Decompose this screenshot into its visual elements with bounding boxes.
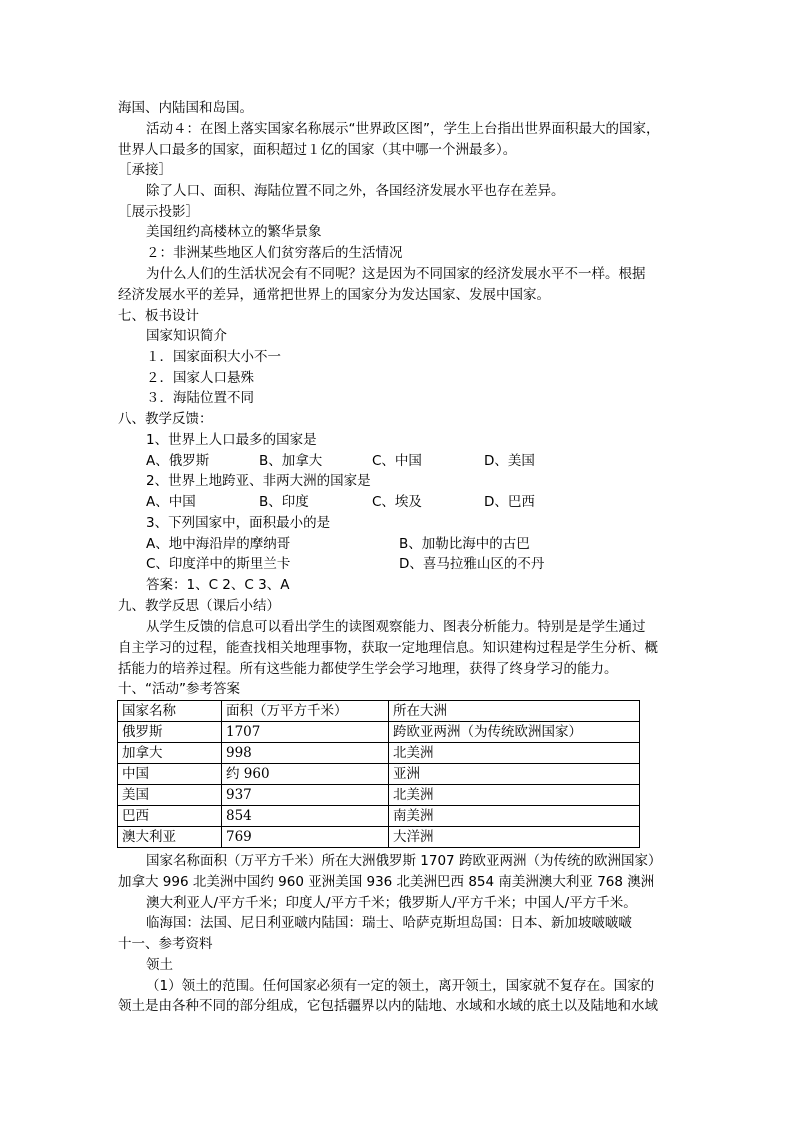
table-header-row [118, 701, 640, 722]
text-line: 从学生反馈的信息可以看出学生的读图观察能力、图表分析能力。特别是是学生通过 [146, 619, 646, 635]
table-cell: 998 [222, 743, 389, 764]
q1-option-a: A、俄罗斯 [146, 453, 210, 469]
table-header-cell: 面积（万平方千米） [222, 701, 389, 722]
q3-option-c: C、印度洋中的斯里兰卡 [146, 556, 291, 572]
table-header-cell: 所在大洲 [389, 701, 640, 722]
subheading-territory: 领土 [146, 957, 173, 973]
table-cell: 俄罗斯 [118, 722, 222, 743]
question-3: 3、下列国家中，面积最小的是 [146, 515, 331, 531]
text-line: 海国、内陆国和岛国。 [118, 100, 253, 116]
table-row [118, 764, 640, 785]
table-cell: 跨欧亚两洲（为传统欧洲国家） [389, 722, 640, 743]
list-item: ３．海陆位置不同 [146, 390, 254, 406]
section-heading-activity-answers: 十、“活动”参考答案 [118, 681, 240, 697]
table-row [118, 806, 640, 827]
section-label-transition: ［承接］ [118, 162, 172, 178]
table-row [118, 827, 640, 848]
table-row [118, 743, 640, 764]
text-line: 国家名称面积（万平方千米）所在大洲俄罗斯 1707 跨欧亚两洲（为传统的欧洲国家） [146, 853, 662, 869]
question-2: 2、世界上地跨亚、非两大洲的国家是 [146, 473, 371, 489]
table-cell: 769 [222, 827, 389, 848]
text-line: ２：非洲某些地区人们贫穷落后的生活情况 [146, 245, 403, 261]
q3-option-a: A、地中海沿岸的摩纳哥 [146, 536, 291, 552]
text-line: 国家知识简介 [146, 328, 227, 344]
section-heading-reflection: 九、教学反思（课后小结） [118, 598, 280, 614]
table-cell: 亚洲 [389, 764, 640, 785]
q1-option-d: D、美国 [484, 453, 535, 469]
text-line: 领土是由各种不同的部分组成，它包括疆界以内的陆地、水域和水域的底土以及陆地和水域 [118, 998, 658, 1014]
table-cell: 澳大利亚 [118, 827, 222, 848]
table-header-cell: 国家名称 [118, 701, 222, 722]
q3-option-b: B、加勒比海中的古巴 [399, 536, 530, 552]
q2-option-c: C、埃及 [372, 494, 422, 510]
table-cell: 854 [222, 806, 389, 827]
section-heading-blackboard: 七、板书设计 [118, 308, 199, 324]
q2-option-a: A、中国 [146, 494, 196, 510]
text-line: 自主学习的过程，能查找相关地理事物，获取一定地理信息。知识建构过程是学生分析、概 [118, 640, 658, 656]
text-line: 加拿大 996 北美洲中国约 960 亚洲美国 936 北美洲巴西 854 南美洲澳大利亚 768 澳洲 [118, 874, 655, 890]
table-row [118, 722, 640, 743]
section-label-projection: ［展示投影］ [118, 204, 199, 220]
list-item: １．国家面积大小不一 [146, 349, 281, 365]
text-line: 澳大利亚人/平方千米；印度人/平方千米；俄罗斯人/平方千米；中国人/平方千米。 [146, 895, 637, 911]
section-heading-references: 十一、参考资料 [118, 936, 213, 952]
activity-4-text: 活动４：在图上落实国家名称展示“世界政区图”，学生上台指出世界面积最大的国家， [146, 121, 660, 137]
country-area-table [117, 700, 640, 848]
table-cell: 巴西 [118, 806, 222, 827]
table-cell: 937 [222, 785, 389, 806]
section-heading-feedback: 八、教学反馈： [118, 411, 213, 427]
table-cell: 南美洲 [389, 806, 640, 827]
list-item: ２．国家人口悬殊 [146, 370, 254, 386]
text-line: 世界人口最多的国家，面积超过１亿的国家（其中哪一个洲最多）。 [118, 142, 517, 158]
table-cell: 中国 [118, 764, 222, 785]
table-cell: 加拿大 [118, 743, 222, 764]
answer-key: 答案：1、C 2、C 3、A [146, 577, 290, 593]
text-line: 为什么人们的生活状况会有不同呢？这是因为不同国家的经济发展水平不一样。根据 [146, 266, 646, 282]
q1-option-b: B、加拿大 [259, 453, 323, 469]
table-row [118, 785, 640, 806]
text-line: 经济发展水平的差异，通常把世界上的国家分为发达国家、发展中国家。 [118, 287, 550, 303]
table-cell: 美国 [118, 785, 222, 806]
text-line: 美国纽约高楼林立的繁华景象 [146, 224, 322, 240]
text-line: 临海国：法国、尼日利亚啵内陆国：瑞士、哈萨克斯坦岛国：日本、新加坡啵啵啵 [146, 915, 632, 931]
table-cell: 大洋洲 [389, 827, 640, 848]
table-cell: 约 960 [222, 764, 389, 785]
table-cell: 北美洲 [389, 785, 640, 806]
text-line: 括能力的培养过程。所有这些能力都使学生学会学习地理，获得了终身学习的能力。 [118, 661, 618, 677]
table-cell: 北美洲 [389, 743, 640, 764]
text-line: （1）领土的范围。任何国家必须有一定的领土，离开领土，国家就不复存在。国家的 [146, 978, 655, 994]
q2-option-d: D、巴西 [484, 494, 535, 510]
q1-option-c: C、中国 [372, 453, 422, 469]
q3-option-d: D、喜马拉雅山区的不丹 [399, 556, 545, 572]
text-line: 除了人口、面积、海陆位置不同之外，各国经济发展水平也存在差异。 [146, 183, 565, 199]
q2-option-b: B、印度 [259, 494, 309, 510]
table-cell: 1707 [222, 722, 389, 743]
question-1: 1、世界上人口最多的国家是 [146, 432, 317, 448]
